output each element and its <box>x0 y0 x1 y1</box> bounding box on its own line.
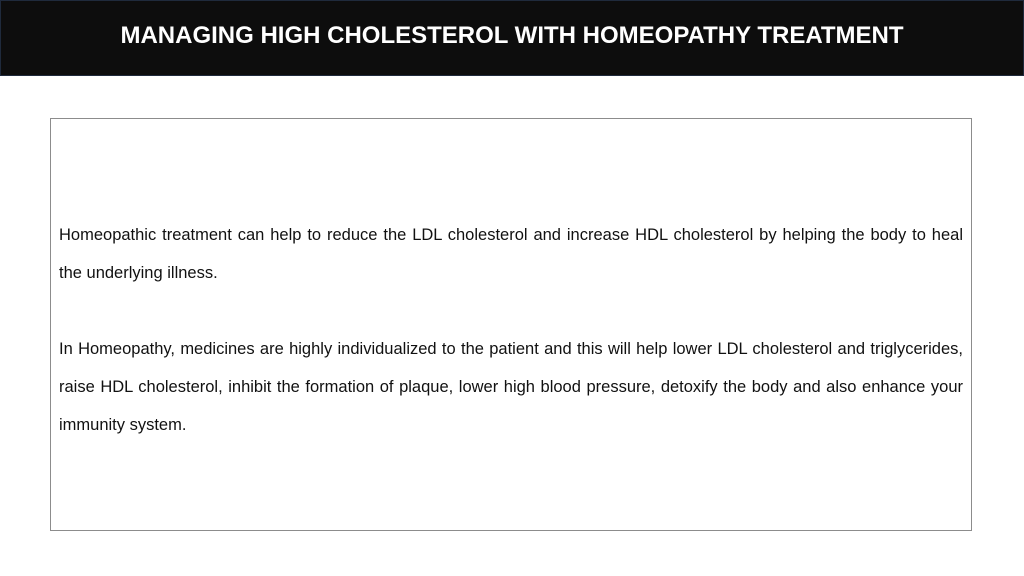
content-box <box>50 118 972 531</box>
content-body <box>59 216 963 444</box>
paragraph-1: Homeopathic treatment can help to reduce the LDL cholesterol and increase HDL cholesterol by helping the body to heal the underlying illness. <box>59 226 963 282</box>
slide-title: MANAGING HIGH CHOLESTEROL WITH HOMEOPATHY TREATMENT <box>120 22 904 49</box>
paragraph-2: In Homeopathy, medicines are highly individualized to the patient and this will help lower LDL cholesterol and triglycerides, raise HDL cholesterol, inhibit the formation of plaque, lower high blood pressure, detoxify the body and also enhance your immunity system. <box>59 340 963 434</box>
title-bar <box>0 0 1024 76</box>
